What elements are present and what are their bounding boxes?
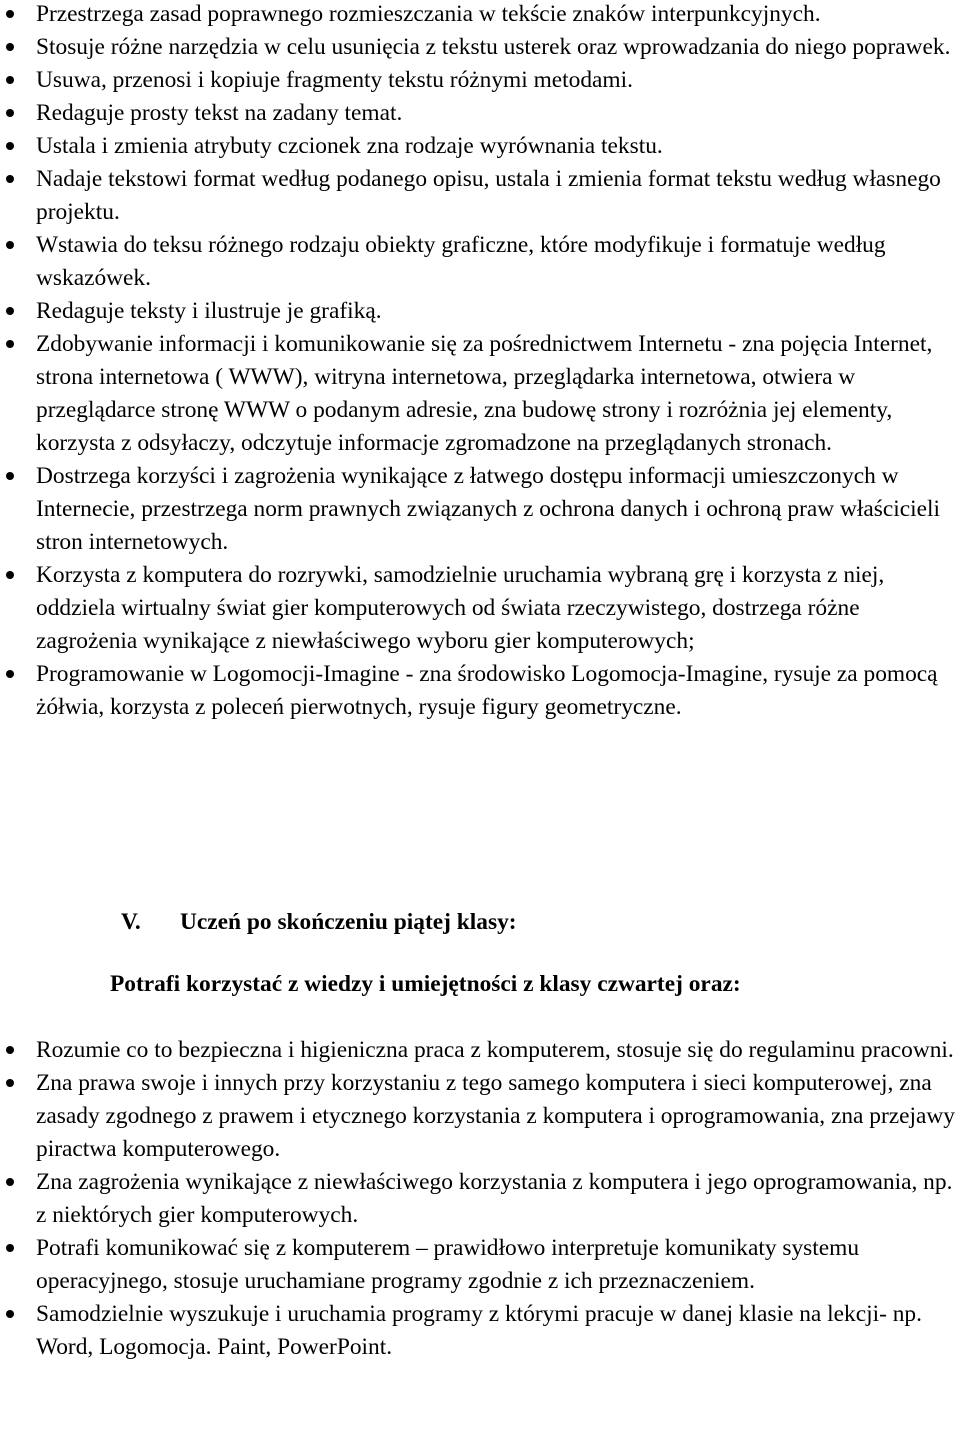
list-item (0, 460, 960, 559)
skills-list-bottom (0, 1034, 960, 1364)
list-item (0, 295, 960, 328)
list-item (0, 1166, 960, 1232)
bullet-icon (6, 1046, 14, 1054)
section-subtitle: Potrafi korzystać z wiedzy i umiejętności z klasy czwartej oraz: (110, 971, 741, 997)
bullet-icon (6, 142, 14, 150)
list-item-text: Redaguje prosty tekst na zadany temat. (36, 100, 403, 126)
list-item-text: Korzysta z komputera do rozrywki, samodzielnie uruchamia wybraną grę i korzysta z niej, oddziela wirtualny świat gier komputerowych od świata rzeczywistego, dostrzega różne zagrożenia wynikające z niewłaściwego wyboru gier komputerowych; (36, 562, 885, 654)
list-item (0, 97, 960, 130)
list-item (0, 163, 960, 229)
list-item (0, 328, 960, 460)
list-item-text: Potrafi komunikować się z komputerem – prawidłowo interpretuje komunikaty systemu operacyjnego, stosuje uruchamiane programy zgodnie z ich przeznaczeniem. (36, 1235, 860, 1294)
list-item-text: Stosuje różne narzędzia w celu usunięcia z tekstu usterek oraz wprowadzania do niego poprawek. (36, 34, 951, 60)
list-item (0, 1232, 960, 1298)
list-item-text: Zna zagrożenia wynikające z niewłaściwego korzystania z komputera i jego oprogramowania, np. z niektórych gier komputerowych. (36, 1169, 953, 1228)
bullet-icon (6, 76, 14, 84)
list-item (0, 1067, 960, 1166)
bullet-icon (6, 1310, 14, 1318)
list-item-text: Ustala i zmienia atrybuty czcionek zna rodzaje wyrównania tekstu. (36, 133, 663, 159)
list-item-text: Przestrzega zasad poprawnego rozmieszczania w tekście znaków interpunkcyjnych. (36, 1, 821, 27)
bullet-icon (6, 109, 14, 117)
list-item-text: Wstawia do teksu różnego rodzaju obiekty graficzne, które modyfikuje i formatuje według wskazówek. (36, 232, 886, 291)
bullet-icon (6, 1244, 14, 1252)
bullet-icon (6, 241, 14, 249)
bullet-icon (6, 10, 14, 18)
bullet-icon (6, 670, 14, 678)
list-item (0, 64, 960, 97)
list-item-text: Dostrzega korzyści i zagrożenia wynikające z łatwego dostępu informacji umieszczonych w Internecie, przestrzega norm prawnych związanych z ochrona danych i ochroną praw właścicieli stron internetowych. (36, 463, 940, 555)
bullet-icon (6, 175, 14, 183)
bullet-icon (6, 307, 14, 315)
list-item-text: Zna prawa swoje i innych przy korzystaniu z tego samego komputera i sieci komputerowej, zna zasady zgodnego z prawem i etycznego korzystania z komputera i oprogramowania, zna przejawy piractwa komputerowego. (36, 1070, 955, 1162)
list-item (0, 0, 960, 31)
section-number: V. (121, 909, 141, 935)
list-item-text: Redaguje teksty i ilustruje je grafiką. (36, 298, 382, 324)
list-item (0, 31, 960, 64)
list-item (0, 658, 960, 724)
bullet-icon (6, 1178, 14, 1186)
list-item-text: Rozumie co to bezpieczna i higieniczna praca z komputerem, stosuje się do regulaminu pracowni. (36, 1037, 954, 1063)
list-item-text: Zdobywanie informacji i komunikowanie się za pośrednictwem Internetu - zna pojęcia Internet, strona internetowa ( WWW), witryna internetowa, przeglądarka internetowa, otwiera w przeglądarce stronę WWW o podanym adresie, zna budowę strony i rozróżnia jej elementy, korzysta z odsyłaczy, odczytuje informacje zgromadzone na przeglądanych stronach. (36, 331, 933, 456)
list-item (0, 1034, 960, 1067)
bullet-icon (6, 43, 14, 51)
bullet-icon (6, 340, 14, 348)
bullet-icon (6, 472, 14, 480)
list-item-text: Nadaje tekstowi format według podanego opisu, ustala i zmienia format tekstu według własnego projektu. (36, 166, 941, 225)
list-item (0, 130, 960, 163)
list-item-text: Usuwa, przenosi i kopiuje fragmenty tekstu różnymi metodami. (36, 67, 633, 93)
bullet-icon (6, 1079, 14, 1087)
bullet-icon (6, 571, 14, 579)
list-item (0, 559, 960, 658)
list-item (0, 229, 960, 295)
section-title: Uczeń po skończeniu piątej klasy: (180, 909, 517, 935)
list-item (0, 1298, 960, 1364)
list-item-text: Programowanie w Logomocji-Imagine - zna środowisko Logomocja-Imagine, rysuje za pomocą żółwia, korzysta z poleceń pierwotnych, rysuje figury geometryczne. (36, 661, 938, 720)
list-item-text: Samodzielnie wyszukuje i uruchamia programy z którymi pracuje w danej klasie na lekcji- np. Word, Logomocja. Paint, PowerPoint. (36, 1301, 922, 1360)
